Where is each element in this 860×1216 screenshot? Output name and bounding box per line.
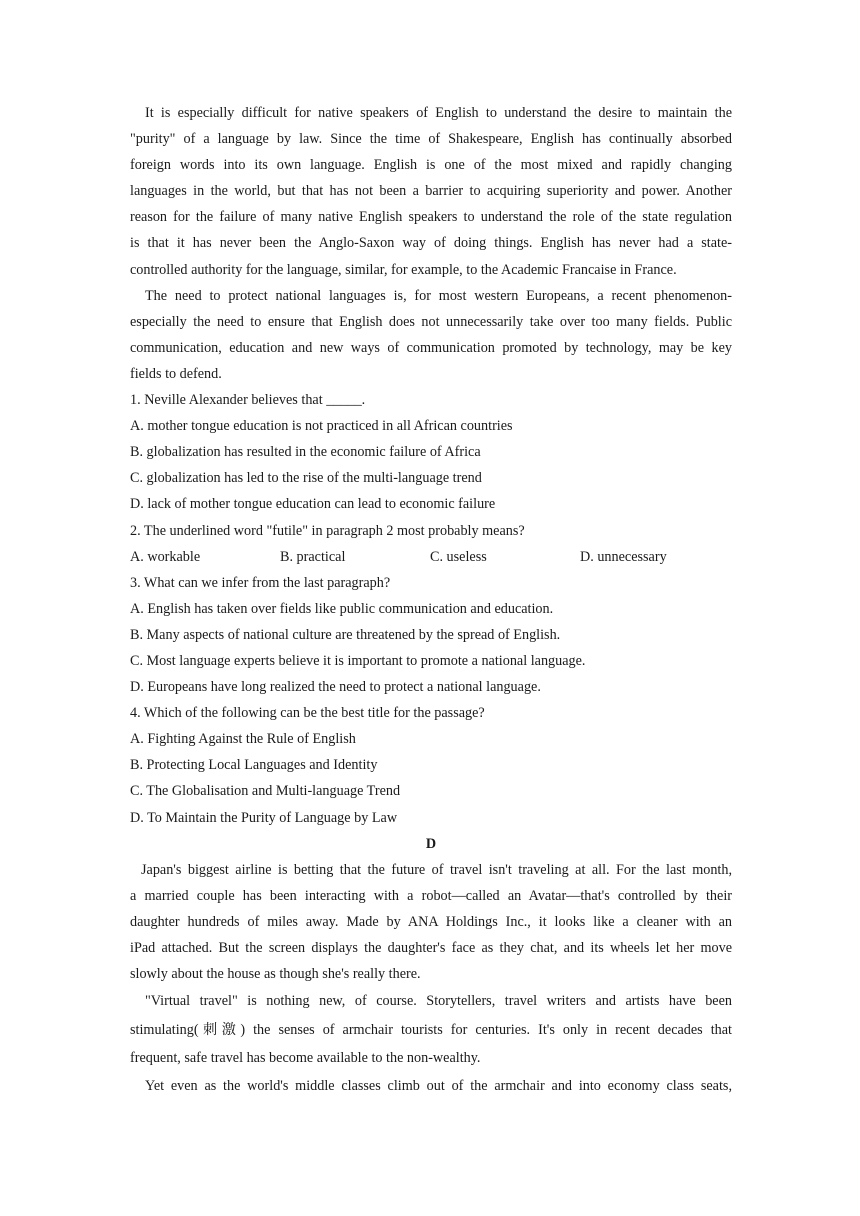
question-stem: 3. What can we infer from the last paragraph? — [130, 574, 391, 591]
option-b: B. Many aspects of national culture are threatened by the spread of English. — [130, 626, 561, 643]
text-line: fields to defend. — [130, 365, 222, 382]
text-line: iPad attached. But the screen displays the daughter's face as they chat, and its wheels let her move — [130, 940, 732, 956]
question-1 — [130, 387, 732, 517]
passage-c-paragraph-2 — [130, 283, 732, 387]
text-line: slowly about the house as though she's really there. — [130, 966, 421, 983]
option-b: B. practical — [280, 548, 346, 565]
text-line: a married couple has been interacting with a robot—called an Avatar—that's controlled by their — [130, 887, 732, 904]
text-line: It is especially difficult for native speakers of English to understand the desire to maintain the — [145, 105, 732, 121]
text-line: daughter hundreds of miles away. Made by ANA Holdings Inc., it looks like a cleaner with an — [130, 913, 732, 930]
option-b: B. globalization has resulted in the economic failure of Africa — [130, 444, 481, 461]
option-d: D. Europeans have long realized the need to protect a national language. — [130, 679, 541, 696]
passage-d-paragraph-1 — [130, 857, 732, 987]
option-d: D. To Maintain the Purity of Language by Law — [130, 809, 398, 826]
text-line: controlled authority for the language, similar, for example, to the Academic Francaise in France. — [130, 261, 677, 278]
question-3 — [130, 570, 732, 700]
text-line: is that it has never been the Anglo-Saxon way of doing things. English has never had a state- — [130, 235, 732, 252]
document-page — [130, 100, 732, 1099]
text-line: The need to protect national languages is, for most western Europeans, a recent phenomenon- — [145, 287, 732, 304]
passage-d-paragraph-3 — [130, 1073, 732, 1099]
options-row — [130, 544, 732, 570]
text-line: "purity" of a language by law. Since the time of Shakespeare, English has continually absorbed — [130, 131, 732, 148]
question-stem: 2. The underlined word "futile" in paragraph 2 most probably means? — [130, 522, 525, 539]
question-stem: 4. Which of the following can be the best title for the passage? — [130, 705, 485, 722]
option-a: A. workable — [130, 548, 201, 565]
text-line: Yet even as the world's middle classes climb out of the armchair and into economy class seats, — [145, 1077, 732, 1094]
text-line: stimulating(刺激) the senses of armchair tourists for centuries. It's only in recent decades that — [130, 1021, 732, 1038]
text-line: especially the need to ensure that English does not unnecessarily take over too many fields. Public — [130, 313, 732, 330]
option-c: C. The Globalisation and Multi-language Trend — [130, 783, 401, 800]
option-c: C. Most language experts believe it is important to promote a national language. — [130, 652, 586, 669]
option-c: C. globalization has led to the rise of the multi-language trend — [130, 470, 482, 487]
section-heading: D — [425, 835, 437, 852]
option-a: A. English has taken over fields like public communication and education. — [130, 600, 554, 617]
text-line: foreign words into its own language. English is one of the most mixed and rapidly changing — [130, 157, 732, 174]
option-c: C. useless — [430, 548, 487, 565]
option-a: A. Fighting Against the Rule of English — [130, 731, 356, 748]
passage-d-paragraph-2 — [130, 987, 732, 1073]
question-4 — [130, 700, 732, 830]
question-stem: 1. Neville Alexander believes that _____. — [130, 392, 366, 409]
question-2 — [130, 518, 732, 570]
option-a: A. mother tongue education is not practiced in all African countries — [130, 418, 513, 435]
text-line: frequent, safe travel has become available to the non-wealthy. — [130, 1050, 481, 1067]
text-line: Japan's biggest airline is betting that the future of travel isn't traveling at all. For the last month, — [141, 861, 732, 878]
option-d: D. unnecessary — [580, 548, 667, 565]
option-b: B. Protecting Local Languages and Identity — [130, 757, 378, 774]
text-line: communication, education and new ways of communication promoted by technology, may be key — [130, 339, 732, 356]
text-line: "Virtual travel" is nothing new, of course. Storytellers, travel writers and artists have been — [145, 993, 732, 1010]
text-line: languages in the world, but that has not been a barrier to acquiring superiority and power. Another — [130, 183, 732, 200]
text-line: reason for the failure of many native English speakers to understand the role of the state regulation — [130, 209, 732, 226]
passage-c-paragraph-1 — [130, 100, 732, 283]
option-d: D. lack of mother tongue education can lead to economic failure — [130, 496, 496, 513]
